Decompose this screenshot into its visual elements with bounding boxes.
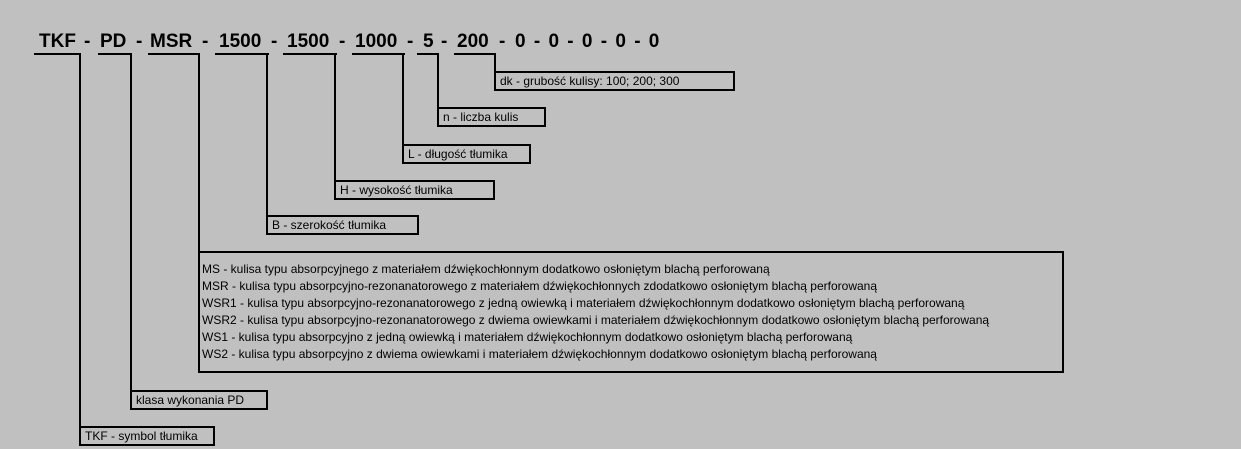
- label-b: B - szerokość tłumika: [266, 215, 419, 235]
- underline-l: [352, 53, 405, 55]
- code-segment-h: 1500: [287, 31, 330, 52]
- code-segment-b: 1500: [219, 31, 262, 52]
- underline-tkf: [34, 53, 80, 55]
- ms-type-line: MSR - kulisa typu absorpcyjno-rezonanatorowego z materiałem dźwiękochłonnych zdodatkowo osłoniętym blachą perforowaną: [202, 279, 878, 293]
- code-segment-pd: PD: [100, 31, 127, 52]
- label-h: H - wysokość tłumika: [334, 180, 495, 200]
- ms-type-line: WSR2 - kulisa typu absorpcyjno-rezonanatorowego z dwiema owiewkami i materiałem dźwiękochłonnym dodatkowo osłoniętym blachą perforowaną: [202, 313, 990, 327]
- code-tail-zeros: 0 - 0 - 0 - 0 - 0: [515, 31, 660, 52]
- leader-pd: [130, 53, 132, 392]
- code-dash: -: [499, 31, 506, 52]
- label-pd: klasa wykonania PD: [130, 390, 268, 410]
- ms-type-line: WSR1 - kulisa typu absorpcyjno-rezonanatorowego z jedną owiewką i materiałem dźwiękochłonnym dodatkowo osłoniętym blachą perforowaną: [202, 296, 965, 310]
- ms-type-line: MS - kulisa typu absorpcyjnego z materiałem dźwiękochłonnym dodatkowo osłoniętym blachą perforowaną: [202, 262, 770, 276]
- code-segment-msr: MSR: [150, 31, 193, 52]
- leader-h: [334, 53, 336, 182]
- code-dash: -: [84, 31, 91, 52]
- label-n: n - liczba kulis: [437, 107, 546, 127]
- code-segment-tkf: TKF: [39, 31, 76, 52]
- underline-pd: [98, 53, 132, 55]
- label-l: L - długość tłumika: [402, 144, 531, 164]
- code-segment-dk: 200: [457, 31, 489, 52]
- code-dash: -: [136, 31, 143, 52]
- leader-tkf: [79, 53, 81, 428]
- underline-n: [417, 53, 439, 55]
- code-dash: -: [271, 31, 278, 52]
- code-dash: -: [202, 31, 209, 52]
- ms-type-line: WS1 - kulisa typu absorpcyjno z jedną owiewką i materiałem dźwiękochłonnym dodatkowo osłoniętym blachą perforowaną: [202, 330, 853, 344]
- underline-b: [215, 53, 269, 55]
- code-segment-l: 1000: [355, 31, 398, 52]
- ms-type-line: WS2 - kulisa typu absorpcyjno z dwiema owiewkami i materiałem dźwiękochłonnym dodatkowo osłoniętym blachą perforowaną: [202, 347, 877, 361]
- underline-msr: [148, 53, 200, 55]
- underline-dk: [454, 53, 496, 55]
- ms-types-legend: [198, 251, 1064, 373]
- code-dash: -: [441, 31, 448, 52]
- underline-h: [283, 53, 337, 55]
- label-dk: dk - grubość kulisy: 100; 200; 300: [494, 71, 735, 91]
- label-tkf: TKF - symbol tłumika: [79, 426, 215, 446]
- code-segment-n: 5: [423, 31, 434, 52]
- leader-dk: [494, 53, 496, 73]
- leader-b: [266, 53, 268, 217]
- leader-l: [402, 53, 404, 146]
- leader-n: [437, 53, 439, 109]
- code-dash: -: [339, 31, 346, 52]
- code-dash: -: [407, 31, 414, 52]
- leader-msr: [198, 53, 200, 253]
